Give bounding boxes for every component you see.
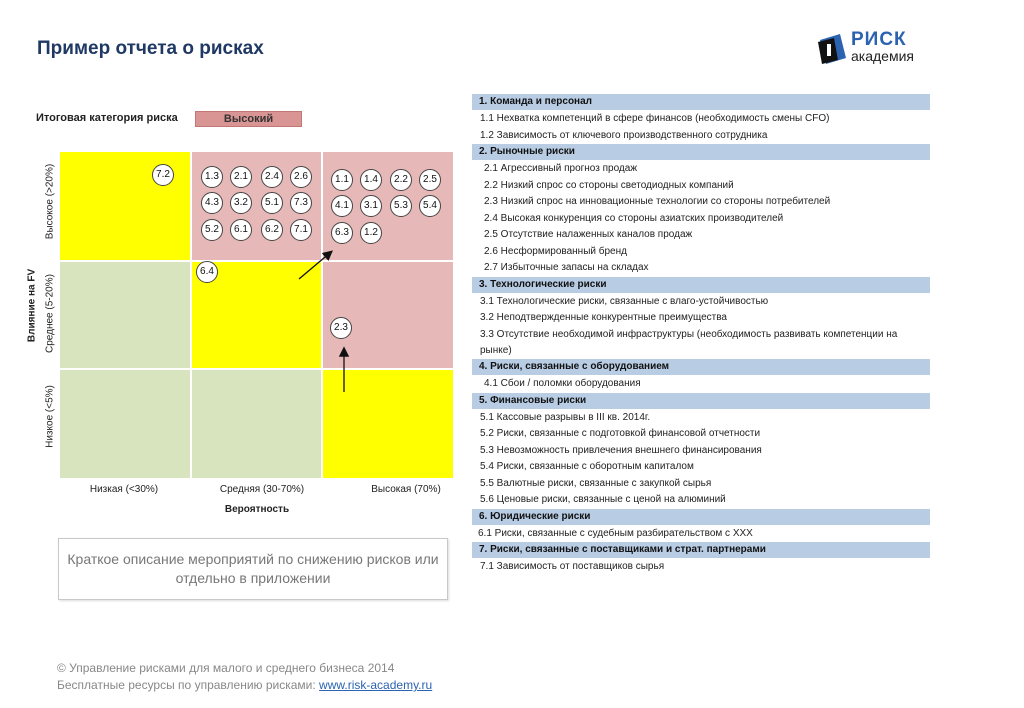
footer-copyright: © Управление рисками для малого и среднего бизнеса 2014 [57,661,395,675]
risk-marker: 2.2 [390,169,412,191]
risk-item: 7.1 Зависимость от поставщиков сырья [480,561,665,572]
risk-item: 5.4 Риски, связанные с оборотным капиталом [480,461,694,472]
risk-marker: 2.6 [290,166,312,188]
risk-group-header: 1. Команда и персонал [472,94,930,110]
risk-item: 5.6 Ценовые риски, связанные с ценой на алюминий [480,494,726,505]
risk-item: 3.2 Неподтвержденные конкурентные преимущества [480,312,727,323]
footer-resources [57,677,432,694]
risk-marker: 7.3 [290,192,312,214]
x-level-high: Высокая (70%) [371,484,441,495]
y-level-mid: Среднее (5-20%) [44,274,56,353]
x-level-mid: Средняя (30-70%) [219,484,305,495]
risk-marker: 1.4 [360,169,382,191]
logo-sub-text: академия [851,48,914,64]
risk-marker: 5.4 [419,195,441,217]
risk-category-label: Итоговая категория риска [36,112,178,124]
risk-item: 3.1 Технологические риски, связанные с влаго-устойчивостью [480,295,769,307]
risk-item: 5.1 Кассовые разрывы в III кв. 2014г. [480,411,651,423]
risk-marker: 1.2 [360,222,382,244]
risk-item: 5.3 Невозможность привлечения внешнего финансирования [480,444,762,456]
y-axis-title: Влияние на FV [26,268,38,343]
risk-marker: 5.3 [390,195,412,217]
risk-marker: 1.1 [331,169,353,191]
risk-item: 2.5 Отсутствие налаженных каналов продаж [484,229,693,240]
risk-group-header: 6. Юридические риски [472,509,930,525]
risk-group-header: 3. Технологические риски [472,277,930,293]
risk-marker: 7.2 [152,164,174,186]
risk-matrix [59,151,454,479]
page-title: Пример отчета о рисках [37,38,264,59]
risk-marker: 4.1 [331,195,353,217]
risk-list [472,94,930,576]
risk-marker: 3.2 [230,192,252,214]
risk-marker: 6.1 [230,219,252,241]
risk-marker: 5.2 [201,219,223,241]
risk-item: 5.5 Валютные риски, связанные с закупкой сырья [480,477,712,489]
footer [57,660,432,694]
risk-item: 4.1 Сбои / поломки оборудования [484,378,641,389]
risk-group-header: 4. Риски, связанные с оборудованием [472,359,930,375]
risk-item: 1.2 Зависимость от ключевого производственного сотрудника [480,129,768,141]
logo [818,30,933,68]
mitigation-description: Краткое описание мероприятий по снижению рисков или отдельно в приложении [58,538,448,600]
risk-group-header: 7. Риски, связанные с поставщиками и страт. партнерами [472,542,930,558]
risk-marker: 6.2 [261,219,283,241]
risk-item: 2.6 Несформированный бренд [484,245,627,257]
risk-marker: 1.3 [201,166,223,188]
y-level-low: Низкое (<5%) [44,385,56,448]
logo-main-text: РИСК [851,29,907,50]
x-axis-title: Вероятность [224,504,290,515]
risk-item: 6.1 Риски, связанные с судебным разбирательством с ХХХ [478,527,753,539]
risk-item: 2.4 Высокая конкуренция со стороны азиатских производителей [484,212,784,224]
risk-item: 1.1 Нехватка компетенций в сфере финансов (необходимость смены CFO) [480,113,830,124]
risk-item: 5.2 Риски, связанные с подготовкой финансовой отчетности [480,428,761,439]
risk-item: 2.3 Низкий спрос на инновационные технологии со стороны потребителей [484,196,831,207]
risk-marker: 5.1 [261,192,283,214]
x-level-low: Низкая (<30%) [89,484,159,495]
risk-marker: 7.1 [290,219,312,241]
footer-resources-label: Бесплатные ресурсы по управлению рисками: [57,678,320,692]
risk-marker: 6.4 [196,261,218,283]
risk-group-header: 2. Рыночные риски [472,144,930,160]
risk-marker: 2.1 [230,166,252,188]
risk-marker: 2.4 [261,166,283,188]
risk-item: 2.1 Агрессивный прогноз продаж [484,163,638,174]
risk-marker: 6.3 [331,222,353,244]
logo-mark-icon [818,32,848,66]
risk-item: 2.7 Избыточные запасы на складах [484,262,649,273]
y-level-high: Высокое (>20%) [44,163,56,240]
risk-item: 3.3 Отсутствие необходимой инфраструктуры (необходимость развивать компетенции на рынке) [480,328,898,356]
risk-marker: 2.5 [419,169,441,191]
footer-link[interactable]: www.risk-academy.ru [319,678,433,692]
risk-group-header: 5. Финансовые риски [472,393,930,409]
risk-marker: 4.3 [201,192,223,214]
risk-category-badge: Высокий [195,111,302,127]
arrow-up-right-icon [299,252,331,279]
risk-marker: 3.1 [360,195,382,217]
risk-item: 2.2 Низкий спрос со стороны светодиодных компаний [484,179,734,191]
risk-marker: 2.3 [330,317,352,339]
